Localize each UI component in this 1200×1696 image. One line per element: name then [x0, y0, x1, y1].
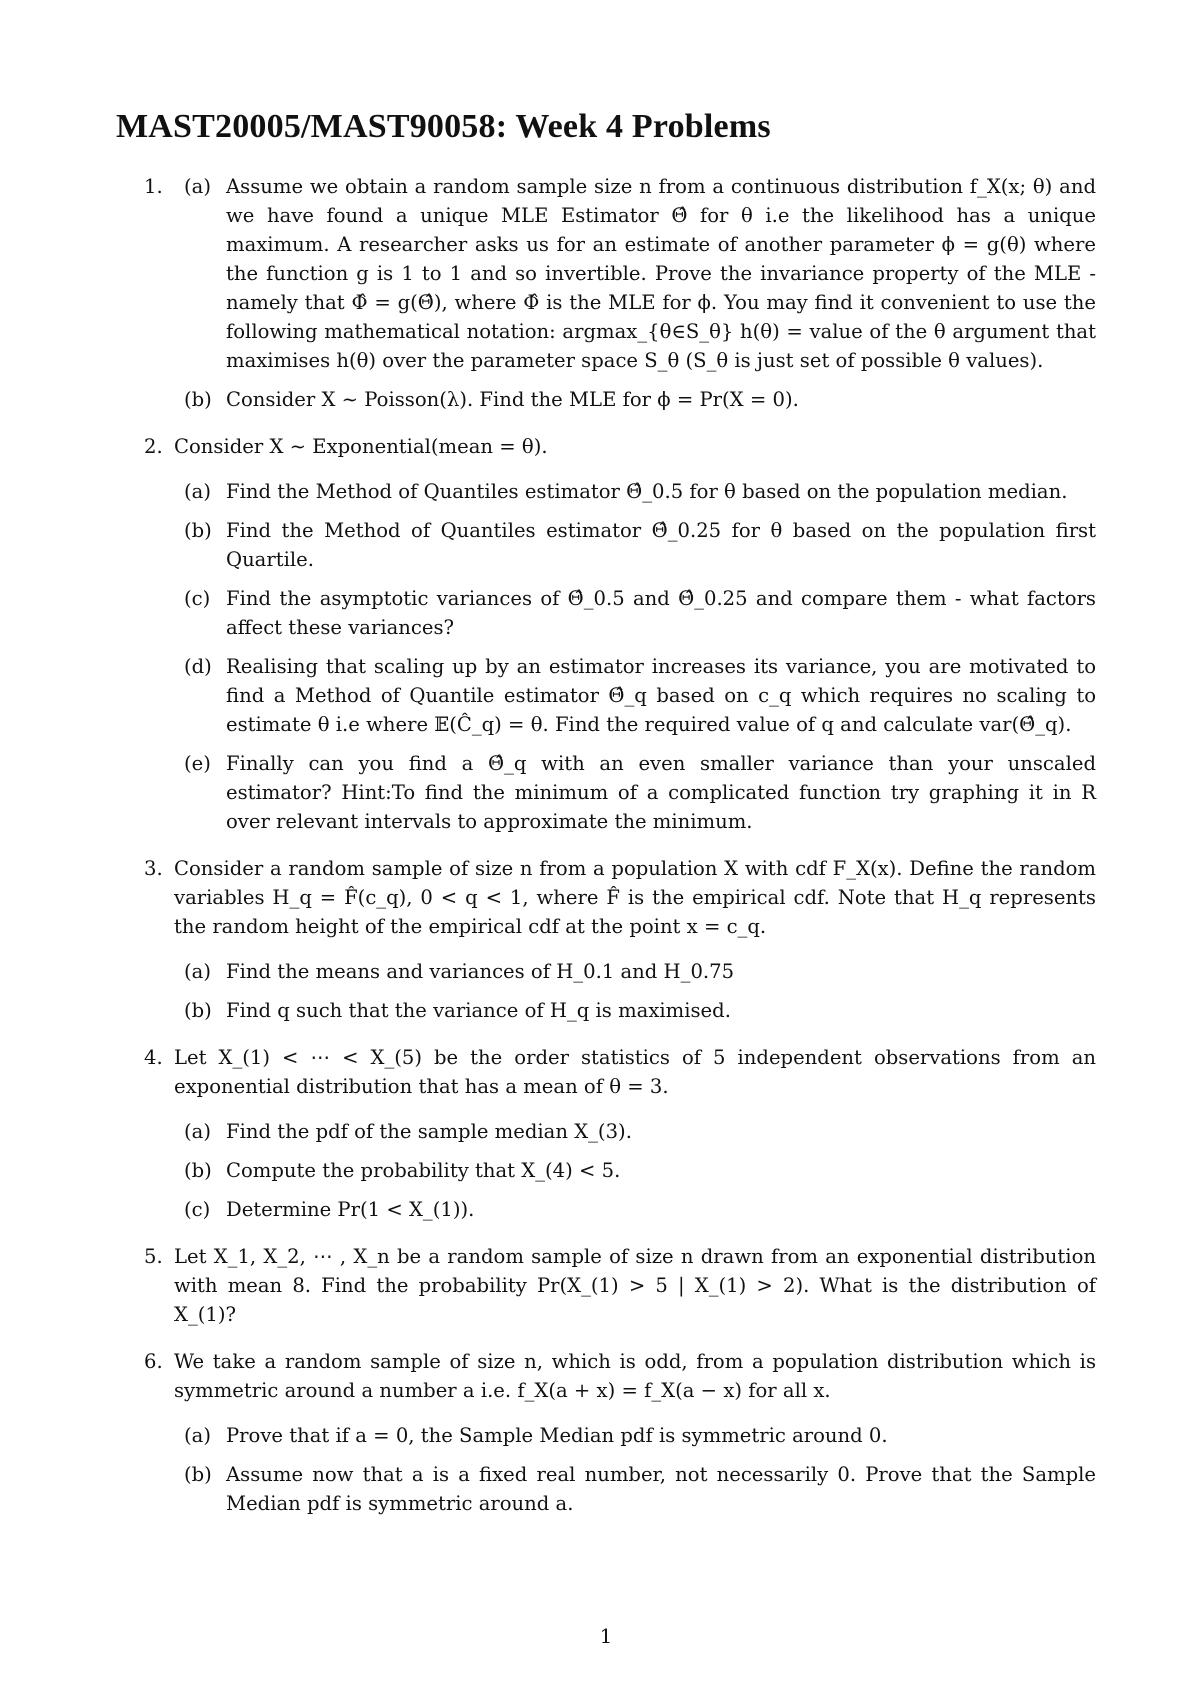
part-label: (b)	[184, 519, 212, 542]
problem-part	[174, 1195, 1096, 1224]
problem-part	[174, 996, 1096, 1025]
part-text: Find the pdf of the sample median X_(3).	[226, 1120, 632, 1143]
part-text: Find the means and variances of H_0.1 and H_0.75	[226, 960, 735, 983]
problem-item	[116, 854, 1096, 1025]
problem-statement: Let X_1, X_2, ⋯ , X_n be a random sample of size n drawn from an exponential distribution with mean 8. Find the probability Pr(X_(1) > 5 | X_(1) > 2). What is the distribution of X_(1)?	[174, 1245, 1096, 1326]
problem-list	[116, 172, 1096, 1536]
part-label: (b)	[184, 999, 212, 1022]
problem-part	[174, 652, 1096, 739]
problem-part	[174, 749, 1096, 836]
part-text: Finally can you find a Θ̂_q with an even smaller variance than your unscaled estimator? Hint:To find the minimum of a complicated function try graphing it in R over relevant intervals to approximate the minimum.	[226, 752, 1096, 833]
part-label: (a)	[184, 480, 211, 503]
part-label: (e)	[184, 752, 211, 775]
problem-number: 4.	[144, 1046, 163, 1069]
part-text: Assume now that a is a fixed real number, not necessarily 0. Prove that the Sample Median pdf is symmetric around a.	[226, 1463, 1096, 1515]
part-text: Assume we obtain a random sample size n from a continuous distribution f_X(x; θ) and we have found a unique MLE Estimator Θ̂ for θ i.e the likelihood has a unique maximum. A researcher asks us for an estimate of another parameter ϕ = g(θ) where the function g is 1 to 1 and so invertible. Prove the invariance property of the MLE - namely that Φ̂ = g(Θ̂), where Φ̂ is the MLE for ϕ. You may find it convenient to use the following mathematical notation: argmax_{θ∈S_θ} h(θ) = value of the θ argument that maximises h(θ) over the parameter space S_θ (S_θ is just set of possible θ values).	[226, 175, 1096, 372]
problem-parts	[174, 172, 1096, 414]
problem-item	[116, 1242, 1096, 1329]
part-label: (c)	[184, 587, 211, 610]
part-text: Find the Method of Quantiles estimator Θ̂_0.25 for θ based on the population first Quartile.	[226, 519, 1096, 571]
problem-parts	[174, 957, 1096, 1025]
page-number: 1	[599, 1624, 613, 1648]
part-label: (a)	[184, 1424, 211, 1447]
problem-number: 2.	[144, 435, 163, 458]
problem-item	[116, 432, 1096, 836]
problem-parts	[174, 1117, 1096, 1224]
problem-parts	[174, 1421, 1096, 1518]
problem-part	[174, 172, 1096, 375]
part-text: Realising that scaling up by an estimator increases its variance, you are motivated to find a Method of Quantile estimator Θ̂_q based on c_q which requires no scaling to estimate θ i.e where 𝔼(Ĉ_q) = θ. Find the required value of q and calculate var(Θ̂_q).	[226, 655, 1096, 736]
problem-parts	[174, 477, 1096, 836]
part-text: Find q such that the variance of H_q is maximised.	[226, 999, 731, 1022]
part-text: Prove that if a = 0, the Sample Median pdf is symmetric around 0.	[226, 1424, 888, 1447]
problem-part	[174, 477, 1096, 506]
problem-statement: Consider X ∼ Exponential(mean = θ).	[174, 435, 548, 458]
part-text: Consider X ∼ Poisson(λ). Find the MLE for ϕ = Pr(X = 0).	[226, 388, 799, 411]
problem-statement: We take a random sample of size n, which is odd, from a population distribution which is symmetric around a number a i.e. f_X(a + x) = f_X(a − x) for all x.	[174, 1350, 1096, 1402]
problem-statement: Consider a random sample of size n from a population X with cdf F_X(x). Define the random variables H_q = F̂(c_q), 0 < q < 1, where F̂ is the empirical cdf. Note that H_q represents the random height of the empirical cdf at the point x = c_q.	[174, 857, 1096, 938]
problem-number: 6.	[144, 1350, 163, 1373]
part-text: Find the Method of Quantiles estimator Θ̂_0.5 for θ based on the population median.	[226, 480, 1068, 503]
problem-item	[116, 1347, 1096, 1518]
problem-part	[174, 516, 1096, 574]
problem-item	[116, 172, 1096, 414]
part-label: (b)	[184, 388, 212, 411]
problem-item	[116, 1043, 1096, 1224]
part-label: (a)	[184, 960, 211, 983]
problem-part	[174, 1460, 1096, 1518]
problem-part	[174, 1156, 1096, 1185]
problem-part	[174, 957, 1096, 986]
problem-number: 5.	[144, 1245, 163, 1268]
part-label: (d)	[184, 655, 212, 678]
problem-part	[174, 1117, 1096, 1146]
part-text: Compute the probability that X_(4) < 5.	[226, 1159, 621, 1182]
part-label: (b)	[184, 1463, 212, 1486]
part-label: (a)	[184, 175, 211, 198]
problem-part	[174, 1421, 1096, 1450]
problem-part	[174, 584, 1096, 642]
part-label: (b)	[184, 1159, 212, 1182]
part-label: (a)	[184, 1120, 211, 1143]
problem-part	[174, 385, 1096, 414]
problem-number: 1.	[144, 175, 163, 198]
part-label: (c)	[184, 1198, 211, 1221]
problem-statement: Let X_(1) < ⋯ < X_(5) be the order statistics of 5 independent observations from an exponential distribution that has a mean of θ = 3.	[174, 1046, 1096, 1098]
page-title: MAST20005/MAST90058: Week 4 Problems	[116, 108, 771, 145]
part-text: Determine Pr(1 < X_(1)).	[226, 1198, 475, 1221]
problem-number: 3.	[144, 857, 163, 880]
part-text: Find the asymptotic variances of Θ̂_0.5 and Θ̂_0.25 and compare them - what factors affect these variances?	[226, 587, 1096, 639]
